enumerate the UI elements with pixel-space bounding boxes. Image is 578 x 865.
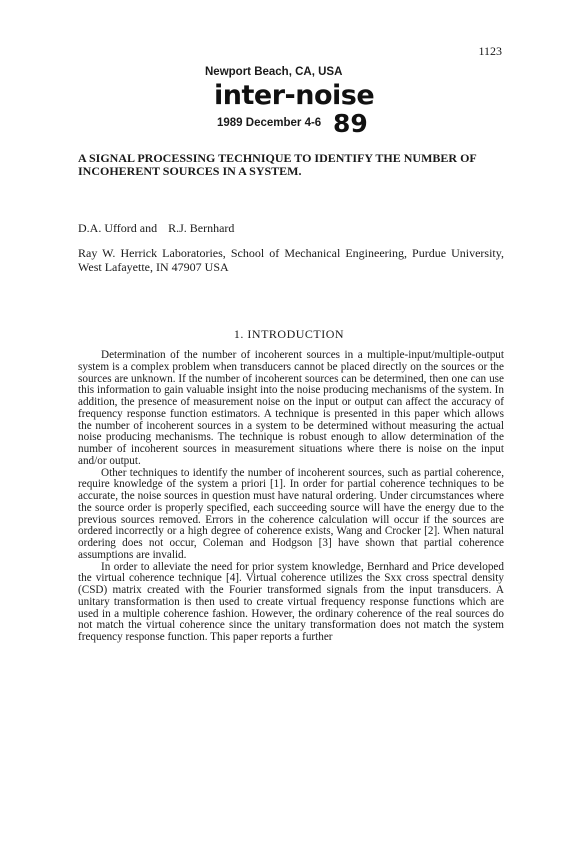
affiliation: Ray W. Herrick Laboratories, School of Mechanical Engineering, Purdue University, West Lafayette, IN 47907 USA (78, 246, 504, 274)
conference-header (0, 66, 578, 146)
conference-location: Newport Beach, CA, USA (205, 66, 343, 78)
conference-logo: inter-noise (214, 80, 375, 111)
body-text (78, 350, 504, 644)
page-number: 1123 (478, 44, 502, 58)
author-2: R.J. Bernhard (168, 221, 235, 235)
section-heading: 1. INTRODUCTION (233, 327, 345, 341)
authors (78, 221, 242, 236)
conference-year-mark: 89 (333, 109, 368, 138)
paragraph-3: In order to alleviate the need for prior system knowledge, Bernhard and Price developed the virtual coherence technique [4]. Virtual coherence utilizes the Sxx cross spectral density (CSD) matrix created with the Fourier transformed signals from the input transducers. A unitary transformation is then used to create virtual frequency response functions which are used in a multiple coherence fashion. However, the ordinary coherence of the real sources do not match the virtual coherence since the unitary transformation does not match the system frequency response function. This paper reports a further (78, 560, 504, 643)
conference-date: 1989 December 4-6 (217, 117, 322, 129)
paragraph-2: Other techniques to identify the number of incoherent sources, such as partial coherence, require knowledge of the system a priori [1]. In order for partial coherence techniques to be accurate, the noise sources in question must have natural ordering. Under circumstances where the source order is properly specified, each succeeding source will have the energy due to the previous sources removed. Errors in the coherence calculation will occur if the sources are ordered incorrectly or a high degree of coherence exists, Wang and Crocker [2]. When natural ordering does not occur, Coleman and Hodgson [3] have shown that partial coherence assumptions are invalid. (78, 466, 504, 561)
paragraph-1: Determination of the number of incoherent sources in a multiple-input/multiple-output system is a complex problem when transducers cannot be placed directly on the sources or the sources are unknown. If the number of incoherent sources can be determined, then one can use this information to gain valuable insight into the noise producing mechanisms of the system. In addition, the presence of measurement noise on the input or output can affect the accuracy of frequency response function estimators. A technique is presented in this paper which allows the number of incoherent sources in a system to be determined without measuring the actual noise producing mechanisms. The technique is robust enough to allow determination of the number of incoherent sources in measurement situations where there is noise on the input and/or output. (78, 349, 504, 467)
author-1: D.A. Ufford and (78, 221, 158, 235)
paper-title: A SIGNAL PROCESSING TECHNIQUE TO IDENTIFY THE NUMBER OF INCOHERENT SOURCES IN A SYSTEM. (78, 151, 477, 178)
